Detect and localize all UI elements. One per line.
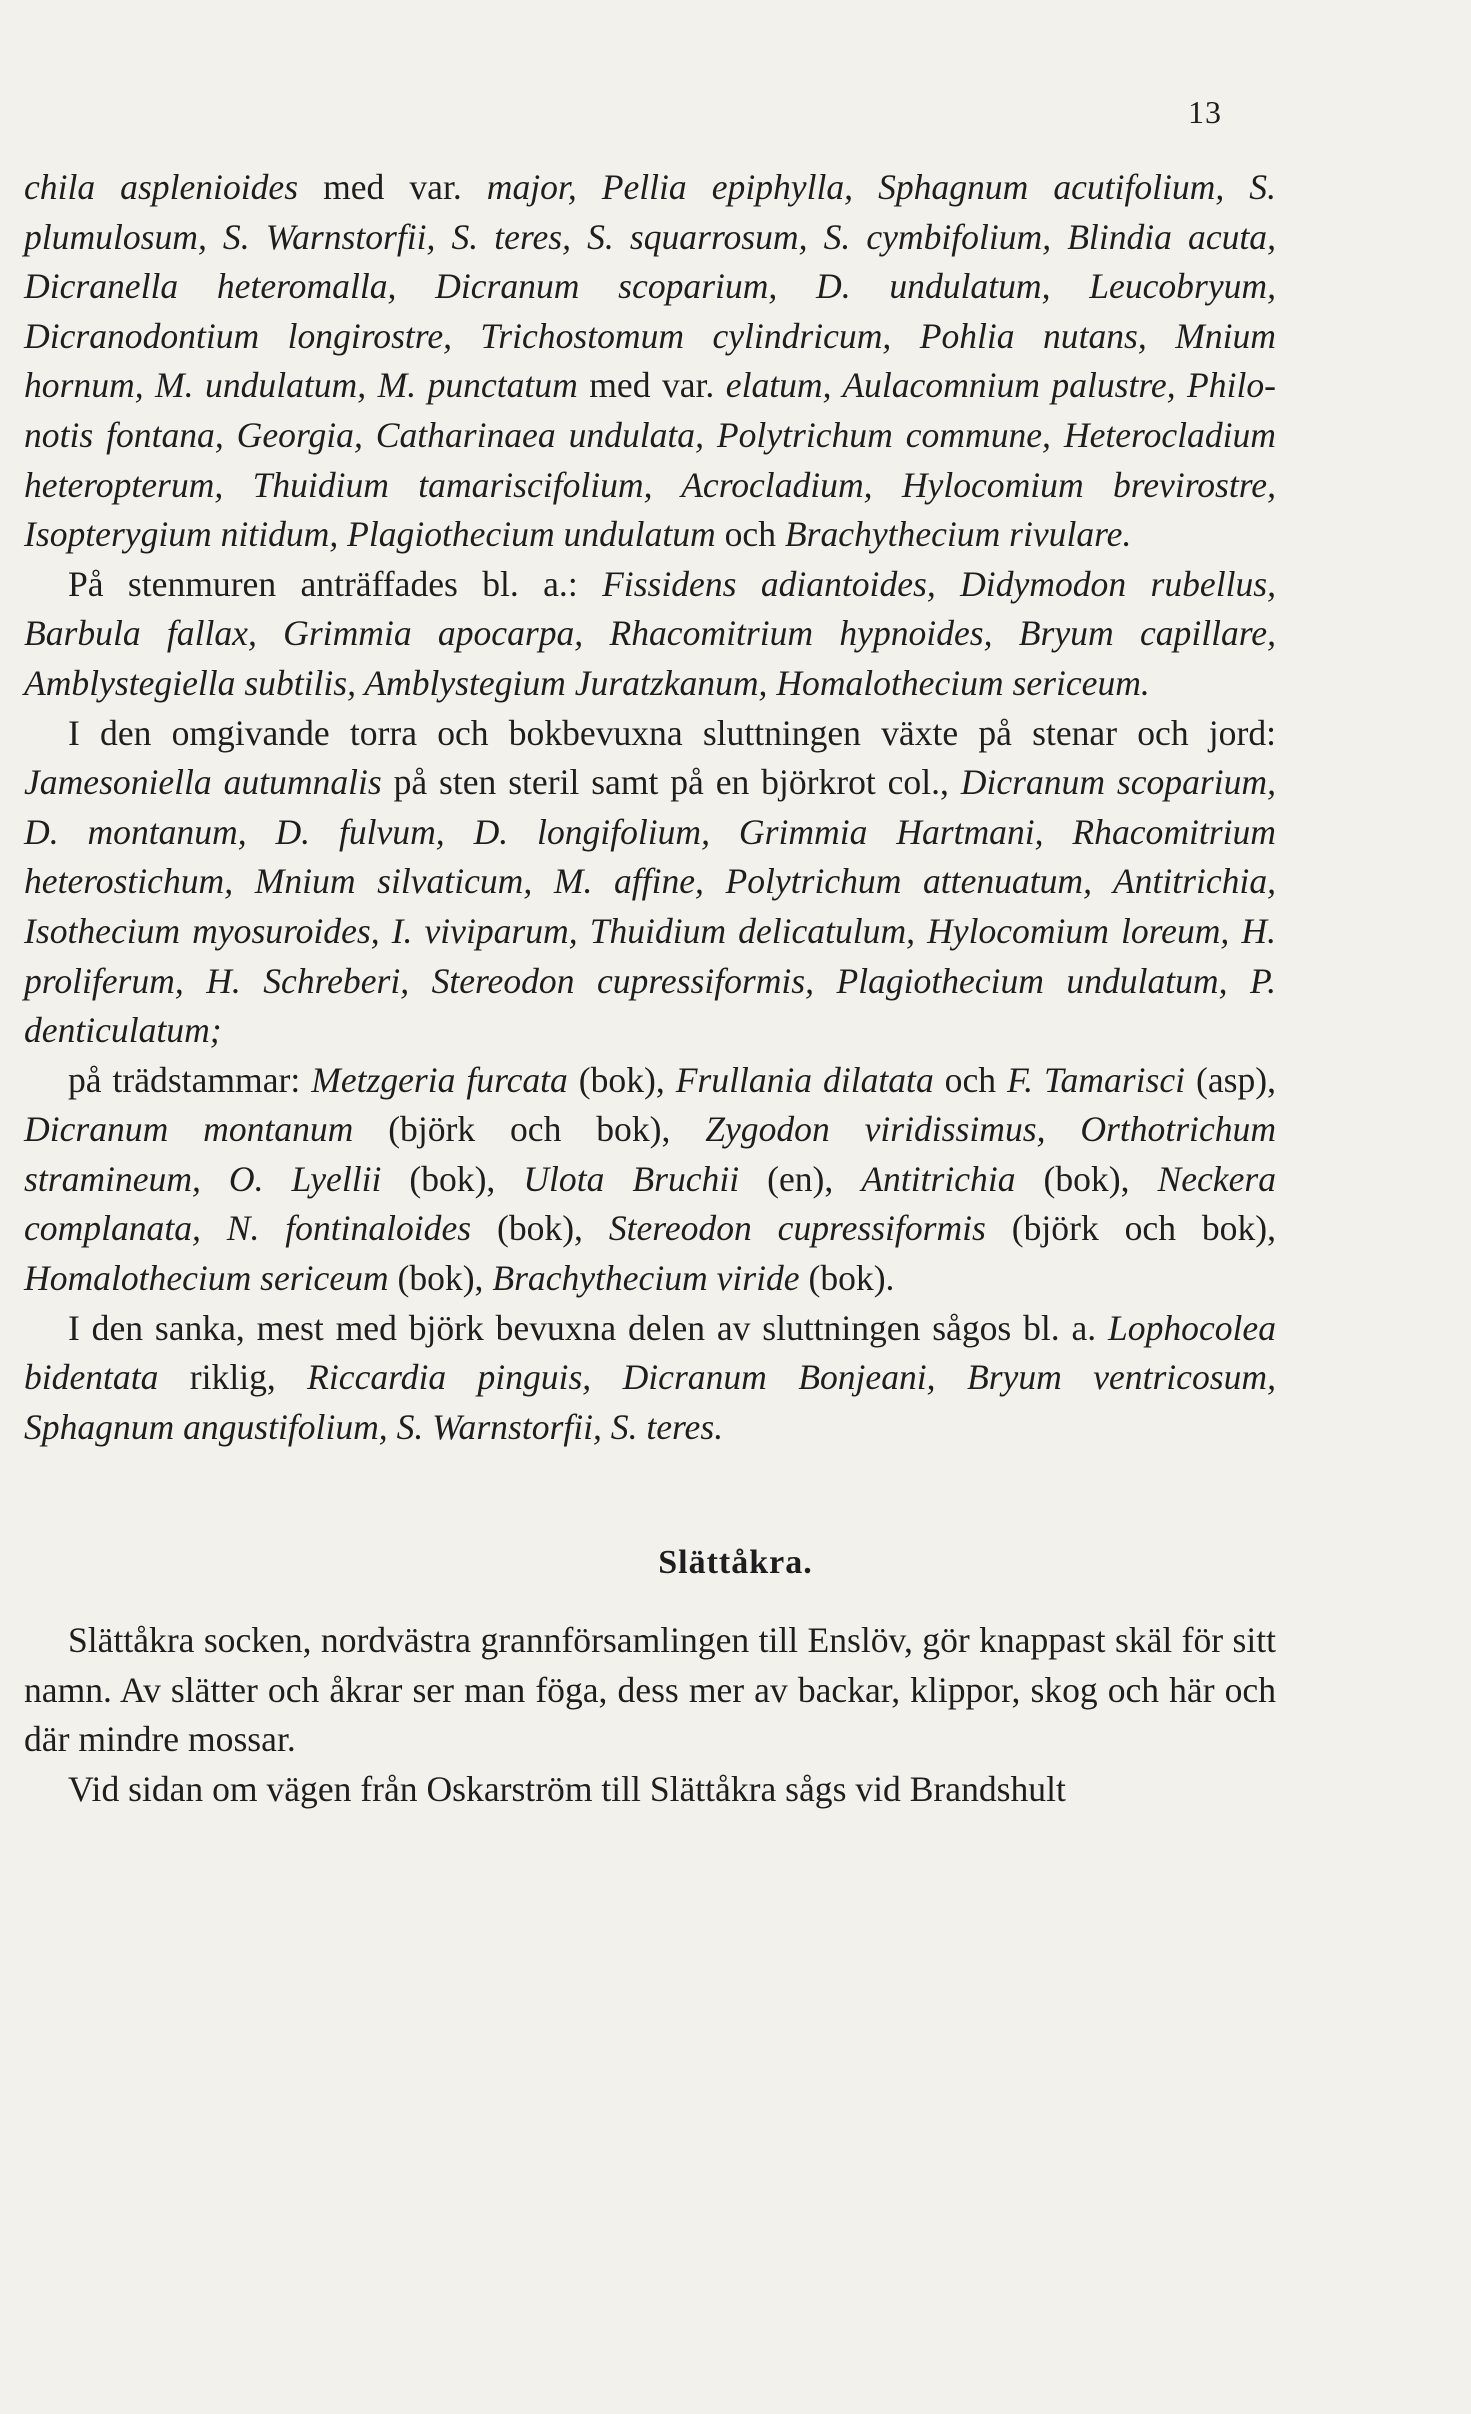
running-text: (björk och bok), xyxy=(985,1208,1276,1249)
page-number: 13 xyxy=(1188,94,1222,130)
running-text: Slättåkra socken, nordvästra grannförsamlingen till Enslöv, gör knappast skäl för sitt namn. Av slätter och åkrar ser man föga, dess mer av backar, klippor, skog och här och där mindre mossar. xyxy=(24,1620,1276,1760)
species-name: F. Tamarisci xyxy=(1007,1059,1186,1100)
species-name: chila asplenioides xyxy=(24,167,299,207)
species-name: Frullania dilatata xyxy=(675,1059,934,1100)
section-heading: Slättåkra. xyxy=(658,1544,813,1581)
species-name: Metzgeria furcata xyxy=(311,1059,568,1100)
running-text: (bok), xyxy=(567,1059,676,1100)
running-text: på trädstammar: xyxy=(68,1059,312,1100)
running-text: och xyxy=(933,1059,1007,1100)
running-text: Vid sidan om vägen från Oskarström till Slättåkra sågs vid Brandshult xyxy=(68,1768,1066,1809)
running-text: på sten steril samt på en björkrot col., xyxy=(381,762,961,803)
paragraph-stone-wall xyxy=(24,560,1276,709)
paragraph-parish-description xyxy=(24,1616,1276,1765)
species-name: Riccardia pinguis, Dicranum Bonjeani, Bryum ventricosum, Sphagnum angustifolium, S. Warnstorfii, S. teres. xyxy=(24,1357,1276,1447)
species-name: Brachythecium viride xyxy=(492,1258,800,1299)
paragraph-road-observation xyxy=(24,1765,1276,1815)
running-text: riklig, xyxy=(158,1357,308,1398)
running-text: (bok), xyxy=(1015,1158,1158,1199)
body-text-before-heading xyxy=(24,163,1276,1452)
running-text: med var. xyxy=(577,365,726,406)
species-name: major, Pellia epiphylla, Sphagnum acutifolium, S. plumulosum, S. Warnstorfii, S. teres, S. squarrosum, S. cymbifolium, Blindia acuta, Dicranella heteromalla, Dicranum scoparium, D. undulatum, Leucobryum, Dicranodontium longirostre, Trichostomum cylindricum, Pohlia nutans, Mnium hornum, M. undulatum, M. punctatum xyxy=(24,167,1276,406)
running-text: (bok). xyxy=(799,1258,895,1299)
running-text: (björk och bok), xyxy=(353,1109,706,1150)
species-name: Homalothecium sericeum xyxy=(24,1258,389,1299)
running-text: med var. xyxy=(298,167,487,207)
species-name: Neckera complanata, N. fontinaloides xyxy=(24,1158,1277,1249)
running-text: På stenmuren anträffades bl. a.: xyxy=(68,563,603,604)
running-text: (asp), xyxy=(1185,1059,1276,1100)
running-text: I den sanka, mest med björk bevuxna delen av sluttningen sågos bl. a. xyxy=(68,1307,1108,1348)
species-name: Dicranum scoparium, D. montanum, D. fulvum, D. longifolium, Grimmia Hartmani, Rhacomitrium heterostichum, Mnium silvaticum, M. affine, Polytrichum attenuatum, Antitrichia, Isothecium myosuroides, I. viviparum, Thuidium delicatulum, Hylocomium loreum, H. proliferum, H. Schreberi, Stereodon cupressiformis, Plagiothecium undulatum, P. denticulatum; xyxy=(24,762,1276,1051)
species-name: elatum, Aulacomnium palustre, Philonotis fontana, Georgia, Catharinaea undulata, Polytrichum commune, Heterocladium heteropterum, Thuidium tamariscifolium, Acrocladium, Hylocomium brevirostre, Isopterygium nitidum, Plagiothecium undulatum xyxy=(24,365,1276,555)
species-name: Antitrichia xyxy=(861,1158,1016,1199)
paragraph-tree-trunks xyxy=(24,1056,1276,1304)
running-text: (bok), xyxy=(471,1208,609,1249)
running-text: (bok), xyxy=(388,1258,493,1299)
running-text: och xyxy=(715,514,785,555)
species-name: Brachythecium rivulare. xyxy=(784,514,1132,555)
species-name: Ulota Bruchii xyxy=(523,1158,740,1199)
species-name: Stereodon cupressiformis xyxy=(608,1208,986,1249)
species-name: Zygodon viridissimus, Orthotrichum stramineum, O. Lyellii xyxy=(24,1109,1277,1199)
paragraph-moss-list-continued xyxy=(24,163,1276,560)
running-text: I den omgivande torra och bokbevuxna sluttningen växte på stenar och jord: xyxy=(68,712,1276,753)
species-name: Jamesoniella autumnalis xyxy=(24,762,382,803)
species-name: Dicranum montanum xyxy=(24,1109,354,1150)
paragraph-wet-slope xyxy=(24,1304,1276,1453)
species-name: Lophocolea bidentata xyxy=(24,1307,1276,1398)
paragraph-dry-slope xyxy=(24,709,1276,1056)
body-text-after-heading xyxy=(24,1616,1276,1814)
running-text: (en), xyxy=(739,1158,862,1199)
running-text: (bok), xyxy=(381,1158,524,1199)
species-name: Fissidens adiantoides, Didymodon rubellus, Barbula fallax, Grimmia apocarpa, Rhacomitrium hypnoides, Bryum capillare, Amblystegiella subtilis, Amblystegium Juratzkanum, Homalothecium sericeum. xyxy=(24,563,1276,703)
